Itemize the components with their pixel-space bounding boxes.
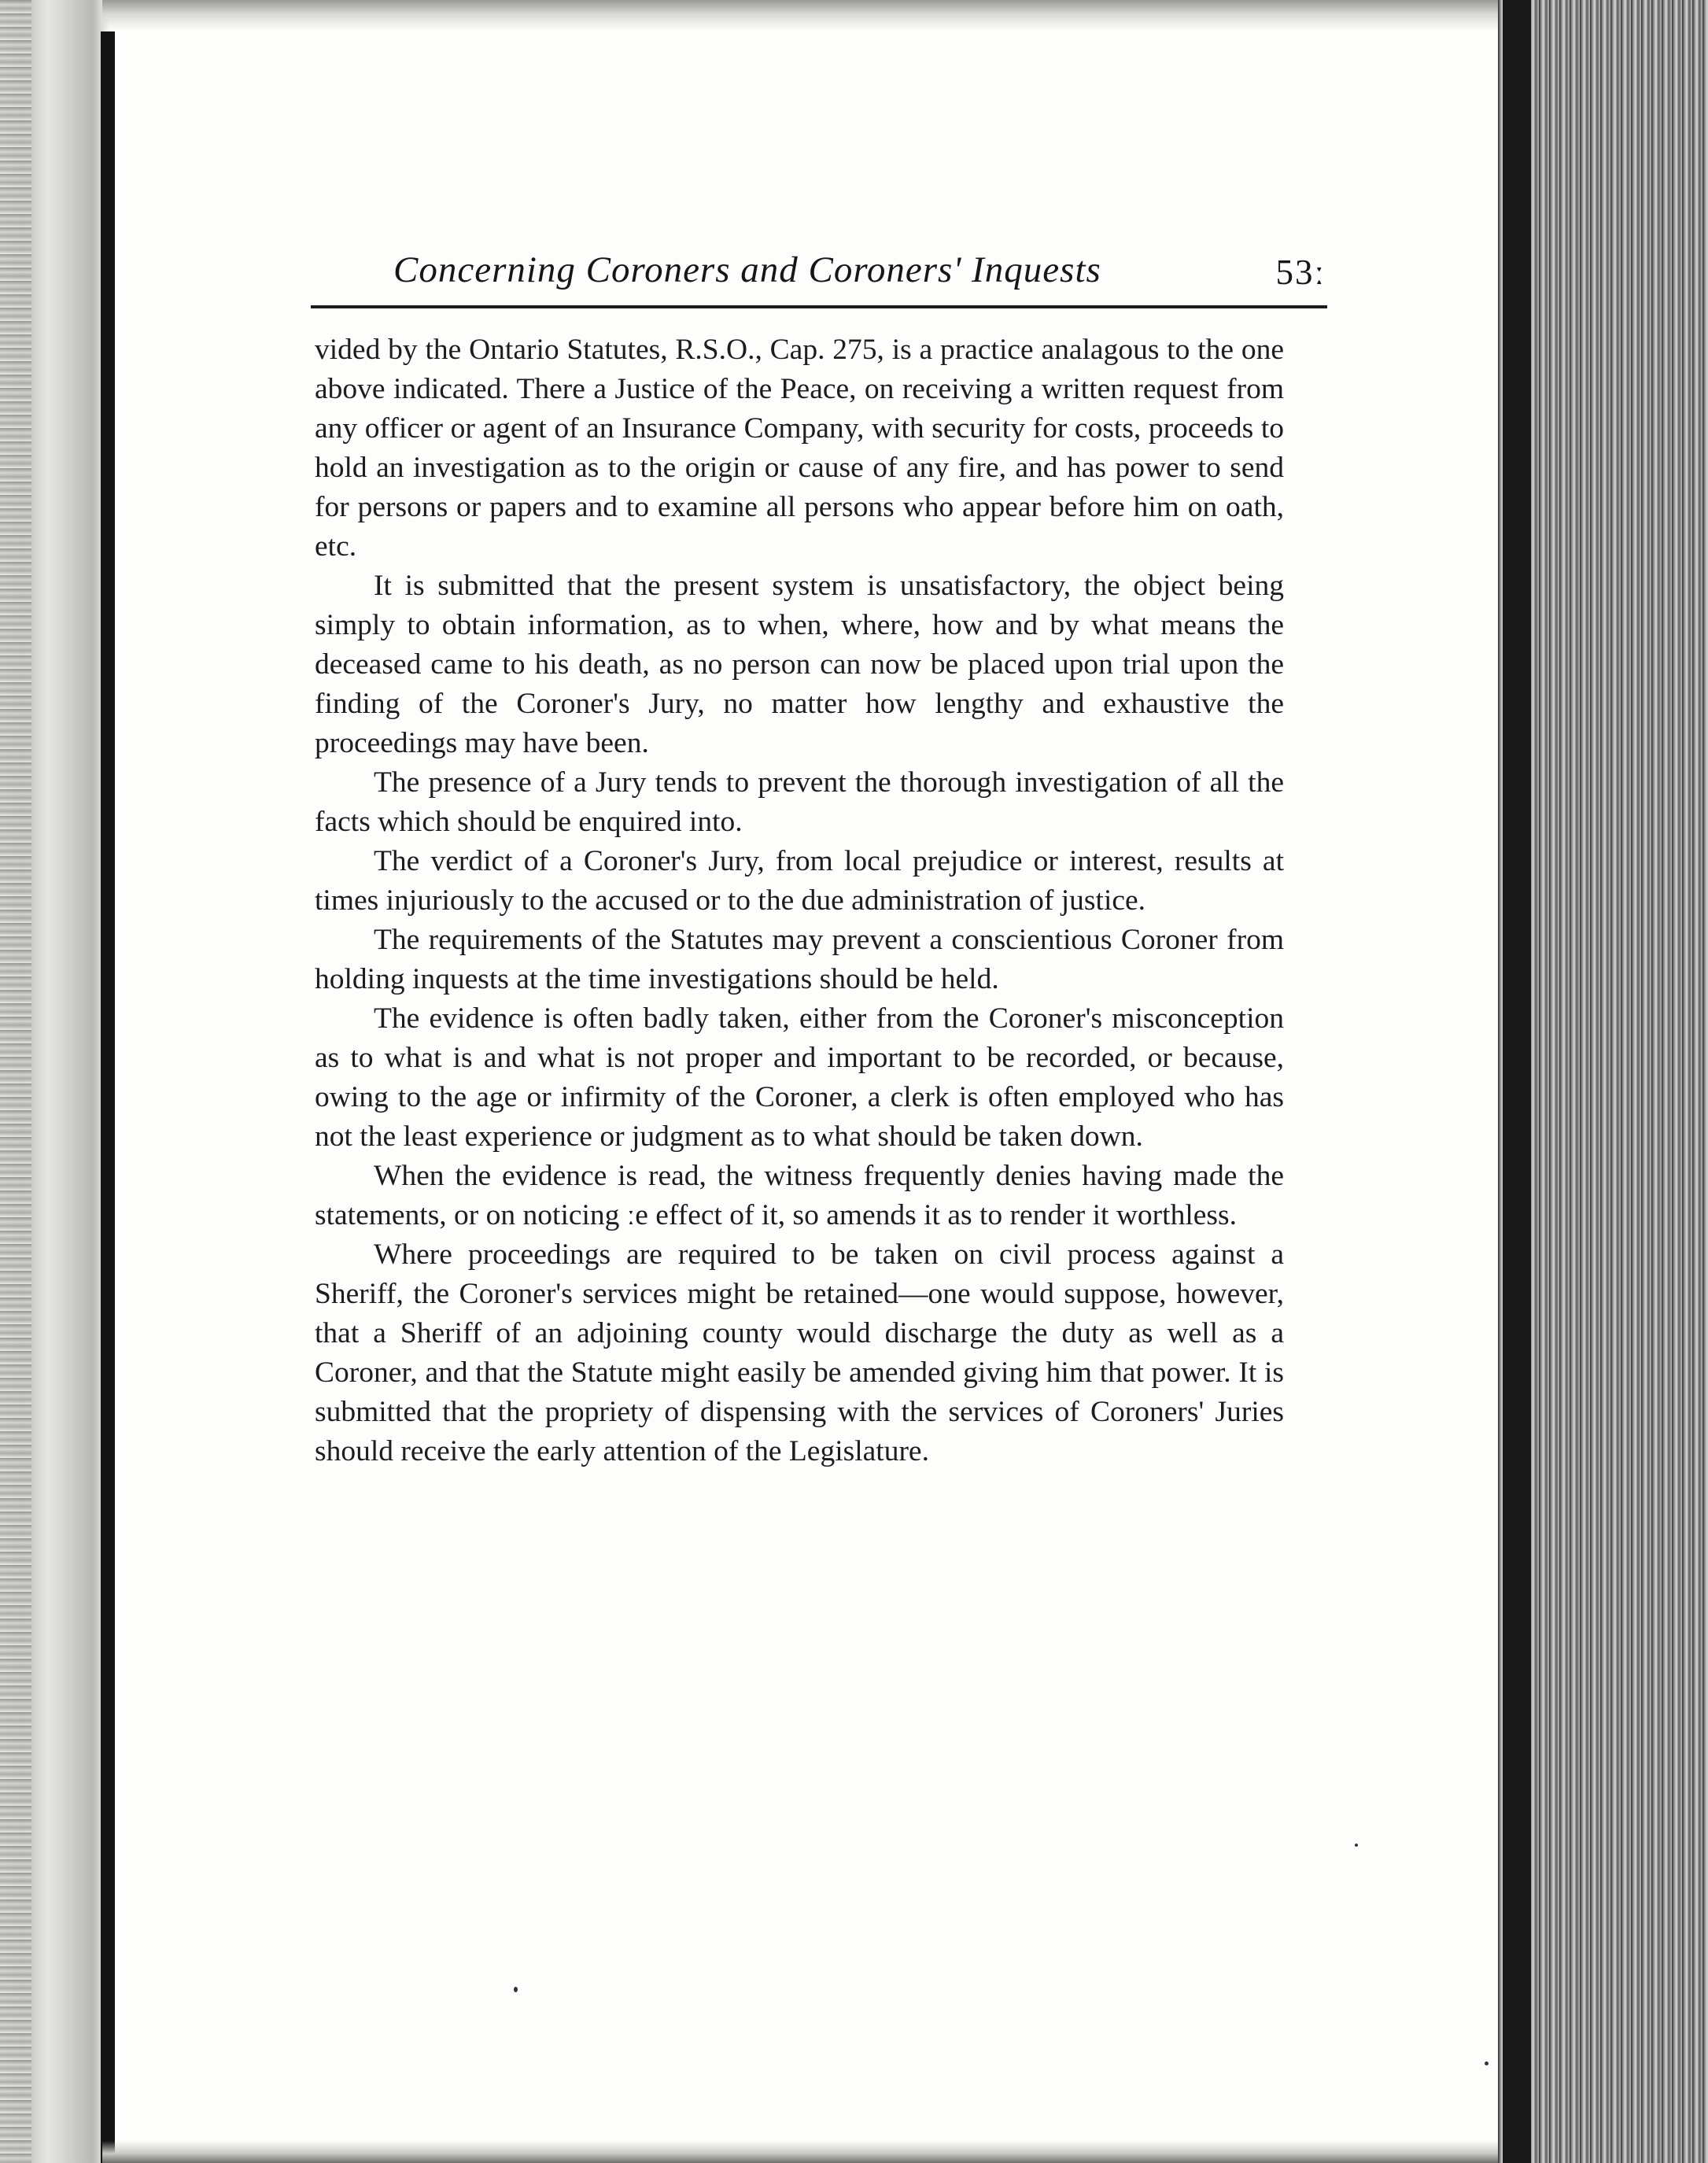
header-rule	[311, 305, 1327, 308]
scan-speck	[1485, 2061, 1489, 2065]
gutter-rule	[101, 31, 115, 2163]
running-head-title: Concerning Coroners and Coroners' Inquests	[393, 249, 1101, 290]
right-page-shadow	[1503, 0, 1531, 2163]
paragraph: It is submitted that the present system is unsatisfactory, the object being simply to obtain information, as to when, where, how and by what means the deceased came to his death, as no person can now be placed upon trial upon the finding of the Coroner's Jury, no matter how lengthy and exhaustive the proceedings may have been.	[315, 570, 1284, 759]
body-text	[315, 330, 1284, 1471]
scan-speck	[514, 1987, 518, 1992]
running-head	[393, 244, 1326, 307]
paragraph: When the evidence is read, the witness frequently denies having made the statements, or on noticing ːe effect of it, so amends it as to render it worthless.	[315, 1160, 1284, 1231]
paragraph: The requirements of the Statutes may prevent a conscientious Coroner from holding inquests at the time investigations should be held.	[315, 924, 1284, 995]
paragraph: The verdict of a Coroner's Jury, from local prejudice or interest, results at times injuriously to the accused or to the due administration of justice.	[315, 845, 1284, 917]
paragraph: vided by the Ontario Statutes, R.S.O., Cap. 275, is a practice analagous to the one above indicated. There a Justice of the Peace, on receiving a written request from any officer or agent of an Insurance Company, with security for costs, proceeds to hold an investigation as to the origin or cause of any fire, and has power to send for persons or papers and to examine all persons who appear before him on oath, etc.	[315, 334, 1284, 563]
scan-speck	[1355, 1844, 1358, 1847]
spine-texture	[0, 0, 31, 2163]
bottom-scan-edge	[102, 2141, 1503, 2163]
page-number: 53ː	[1275, 253, 1326, 292]
paragraph: The presence of a Jury tends to prevent the thorough investigation of all the facts which should be enquired into.	[315, 766, 1284, 838]
paragraph: The evidence is often badly taken, either from the Coroner's misconception as to what is and what is not proper and important to be recorded, or because, owing to the age or infirmity of the Coroner, a clerk is often employed who has not the least experience or judgment as to what should be taken down.	[315, 1002, 1284, 1153]
paragraph: Where proceedings are required to be taken on civil process against a Sheriff, the Coroner's services might be retained—one would suppose, however, that a Sheriff of an adjoining county would discharge the duty as well as a Coroner, and that the Statute might easily be amended giving him that power. It is submitted that the propriety of dispensing with the services of Coroners' Juries should receive the early attention of the Legislature.	[315, 1238, 1284, 1467]
top-scan-edge	[102, 0, 1503, 30]
